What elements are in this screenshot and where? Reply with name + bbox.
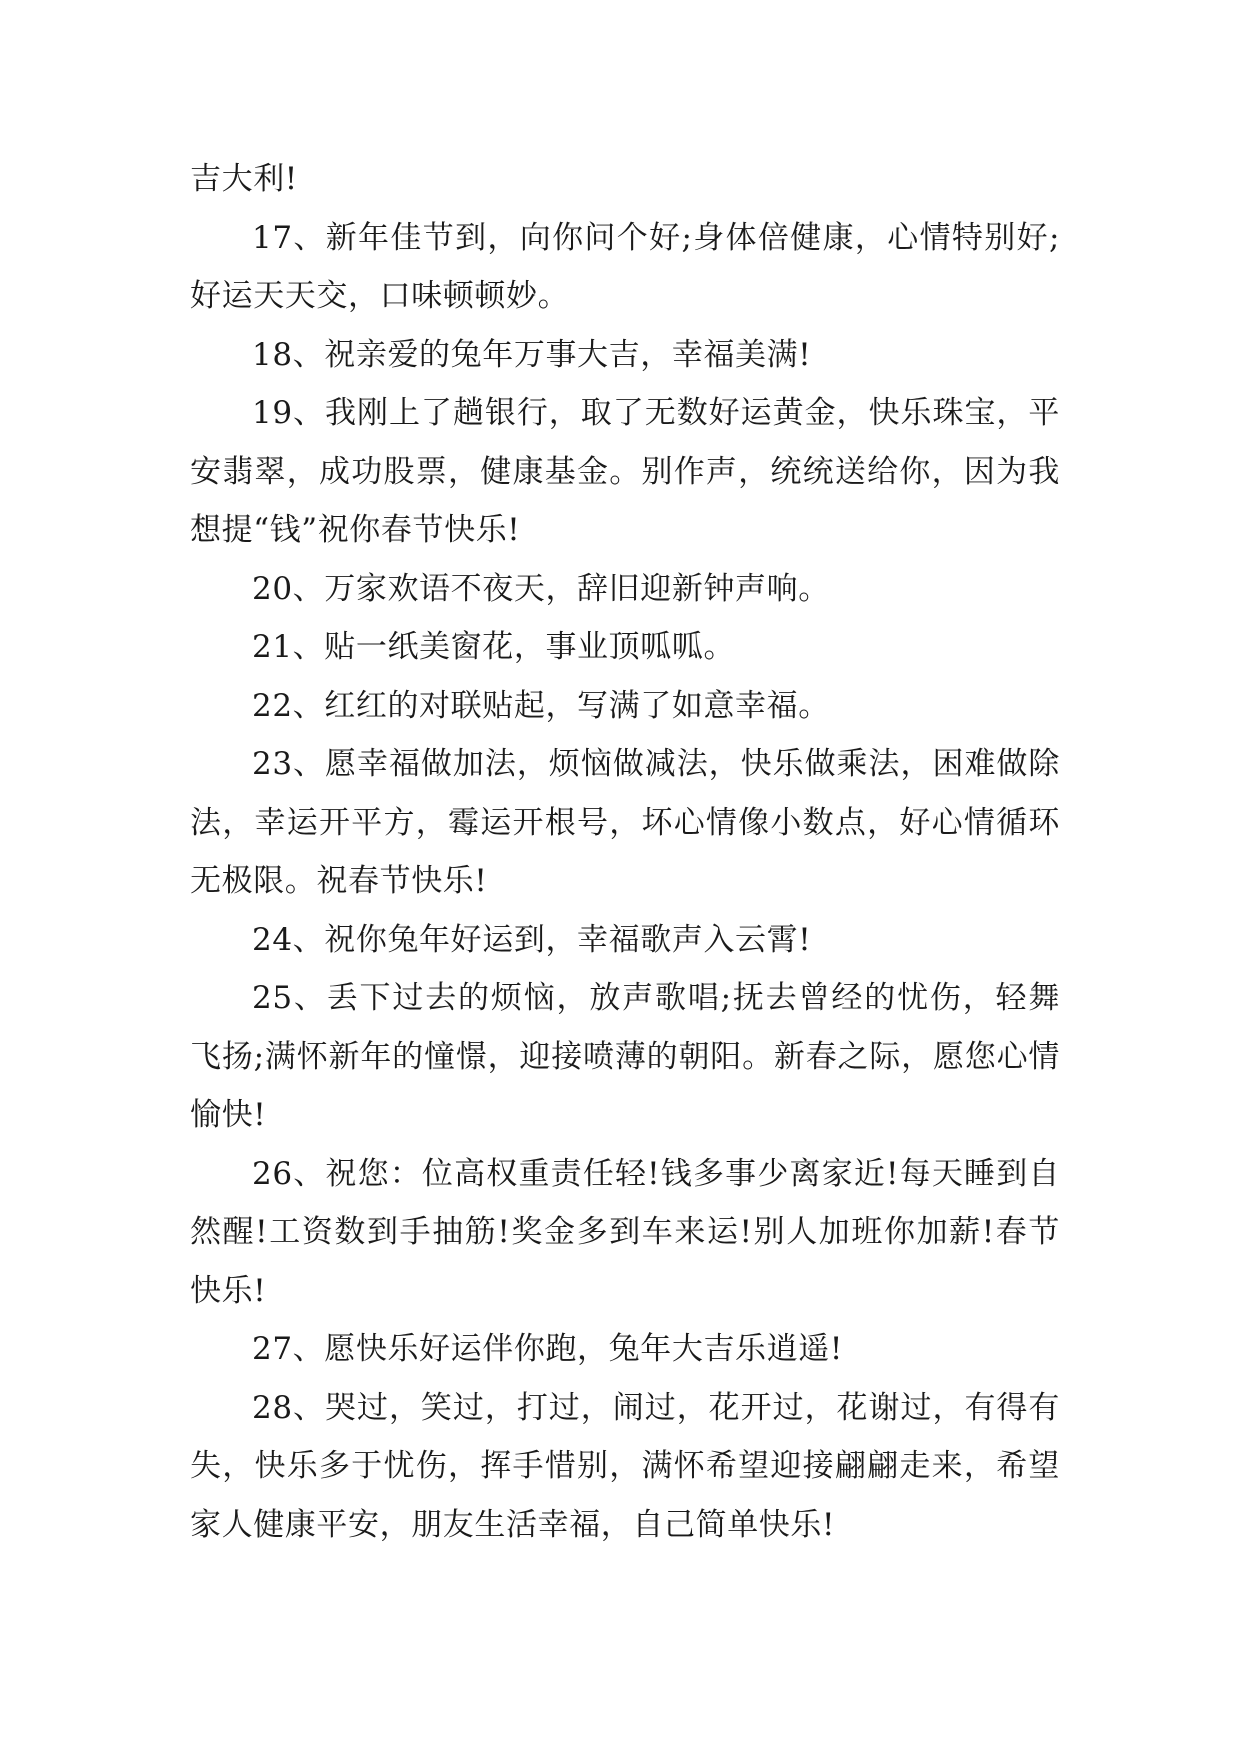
paragraph-26: 26、祝您：位高权重责任轻!钱多事少离家近!每天睡到自然醒!工资数到手抽筋!奖金多到车来运!别人加班你加薪!春节快乐! [190, 1155, 1060, 1309]
paragraph-24: 24、祝你兔年好运到，幸福歌声入云霄! [252, 921, 812, 958]
paragraph-21: 21、贴一纸美窗花，事业顶呱呱。 [252, 629, 736, 665]
paragraph-22: 22、红红的对联贴起，写满了如意幸福。 [252, 687, 830, 724]
paragraph-18: 18、祝亲爱的兔年万事大吉，幸福美满! [252, 336, 812, 373]
paragraph-23: 23、愿幸福做加法，烦恼做减法，快乐做乘法，困难做除法，幸运开平方，霉运开根号，坏心情像小数点，好心情循环无极限。祝春节快乐! [190, 746, 1060, 899]
paragraph-17: 17、新年佳节到，向你问个好;身体倍健康，心情特别好;好运天天交，口味顿顿妙。 [190, 219, 1060, 314]
document-body [190, 150, 1060, 1554]
paragraph-20: 20、万家欢语不夜天，辞旧迎新钟声响。 [252, 570, 830, 607]
paragraph-continuation: 吉大利! [190, 161, 298, 197]
paragraph-19: 19、我刚上了趟银行，取了无数好运黄金，快乐珠宝，平安翡翠，成功股票，健康基金。别作声，统统送给你，因为我想提“钱”祝你春节快乐! [190, 395, 1060, 548]
paragraph-28: 28、哭过，笑过，打过，闹过，花开过，花谢过，有得有失，快乐多于忧伤，挥手惜别，满怀希望迎接翩翩走来，希望家人健康平安，朋友生活幸福，自己简单快乐! [190, 1389, 1060, 1543]
paragraph-25: 25、丢下过去的烦恼，放声歌唱;抚去曾经的忧伤，轻舞飞扬;满怀新年的憧憬，迎接喷薄的朝阳。新春之际，愿您心情愉快! [190, 980, 1060, 1133]
paragraph-27: 27、愿快乐好运伴你跑，兔年大吉乐逍遥! [252, 1331, 843, 1367]
